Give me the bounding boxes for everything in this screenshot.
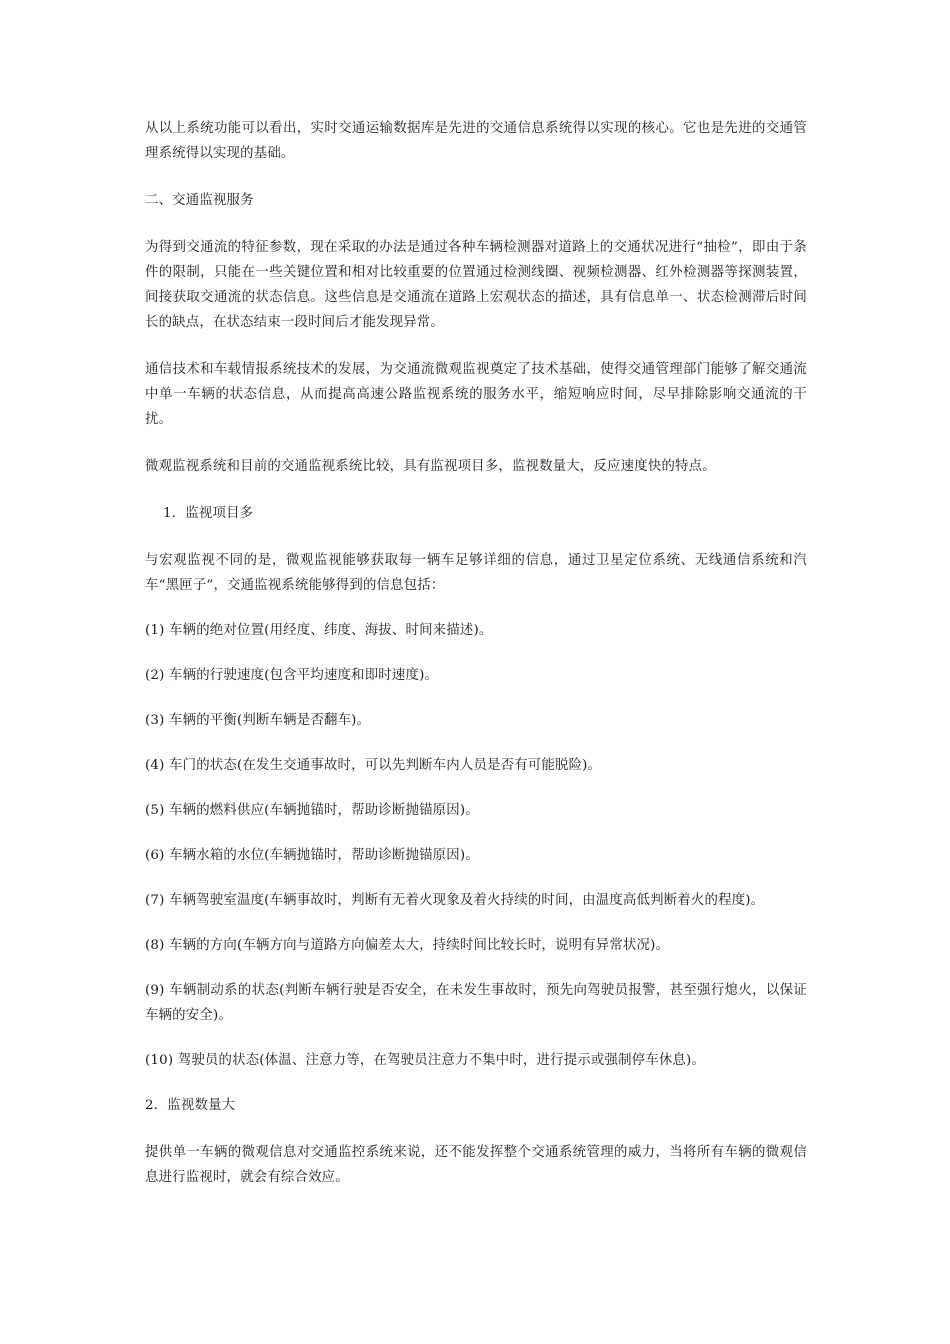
list-item-5: (5) 车辆的燃料供应(车辆抛锚时，帮助诊断抛锚原因)。 — [145, 803, 479, 818]
paragraph-intro: 从以上系统功能可以看出，实时交通运输数据库是先进的交通信息系统得以实现的核心。它也是先进的交通管理系统得以实现的基础。 — [145, 121, 807, 161]
list-item-9: (9) 车辆制动系的状态(判断车辆行驶是否安全，在未发生事故时，预先向驾驶员报警，甚至强行熄火，以保证车辆的安全)。 — [145, 983, 807, 1023]
list-item-7: (7) 车辆驾驶室温度(车辆事故时，判断有无着火现象及着火持续的时间，由温度高低判断着火的程度)。 — [145, 893, 765, 908]
paragraph-comprehensive-effect: 提供单一车辆的微观信息对交通监控系统来说，还不能发挥整个交通系统管理的威力，当将所有车辆的微观信息进行监视时，就会有综合效应。 — [145, 1145, 807, 1185]
paragraph-comparison: 微观监视系统和目前的交通监视系统比较，具有监视项目多，监视数量大，反应速度快的特点。 — [145, 459, 716, 474]
list-item-2: (2) 车辆的行驶速度(包含平均速度和即时速度)。 — [145, 668, 439, 683]
section-heading-traffic-monitoring: 二、交通监视服务 — [145, 193, 254, 208]
list-item-8: (8) 车辆的方向(车辆方向与道路方向偏差太大，持续时间比较长时，说明有异常状况)。 — [145, 938, 670, 953]
paragraph-micro-monitoring: 通信技术和车载情报系统技术的发展，为交通流微观监视奠定了技术基础，使得交通管理部门能够了解交通流中单一车辆的状态信息，从而提高高速公路监视系统的服务水平，缩短响应时间，尽早排除影响交通流的干扰。 — [145, 362, 807, 427]
subheading-many-items: 1．监视项目多 — [163, 506, 254, 521]
list-item-4: (4) 车门的状态(在发生交通事故时，可以先判断车内人员是否有可能脱险)。 — [145, 758, 602, 773]
document-body — [145, 116, 807, 1190]
list-item-3: (3) 车辆的平衡(判断车辆是否翻车)。 — [145, 713, 371, 728]
list-item-10: (10) 驾驶员的状态(体温、注意力等，在驾驶员注意力不集中时，进行提示或强制停车休息)。 — [145, 1053, 706, 1068]
paragraph-macro-detection: 为得到交通流的特征参数，现在采取的办法是通过各种车辆检测器对道路上的交通状况进行“抽检”，即由于条件的限制，只能在一些关键位置和相对比较重要的位置通过检测线圈、视频检测器、红外检测器等探测装置，间接获取交通流的状态信息。这些信息是交通流在道路上宏观状态的描述，具有信息单一、状态检测滞后时间长的缺点，在状态结束一段时间后才能发现异常。 — [145, 240, 807, 330]
list-item-6: (6) 车辆水箱的水位(车辆抛锚时，帮助诊断抛锚原因)。 — [145, 848, 479, 863]
paragraph-info-intro: 与宏观监视不同的是，微观监视能够获取每一辆车足够详细的信息，通过卫星定位系统、无线通信系统和汽车“黑匣子”，交通监视系统能够得到的信息包括： — [145, 553, 807, 593]
list-item-1: (1) 车辆的绝对位置(用经度、纬度、海拔、时间来描述)。 — [145, 623, 493, 638]
subheading-large-quantity: 2．监视数量大 — [145, 1098, 236, 1113]
